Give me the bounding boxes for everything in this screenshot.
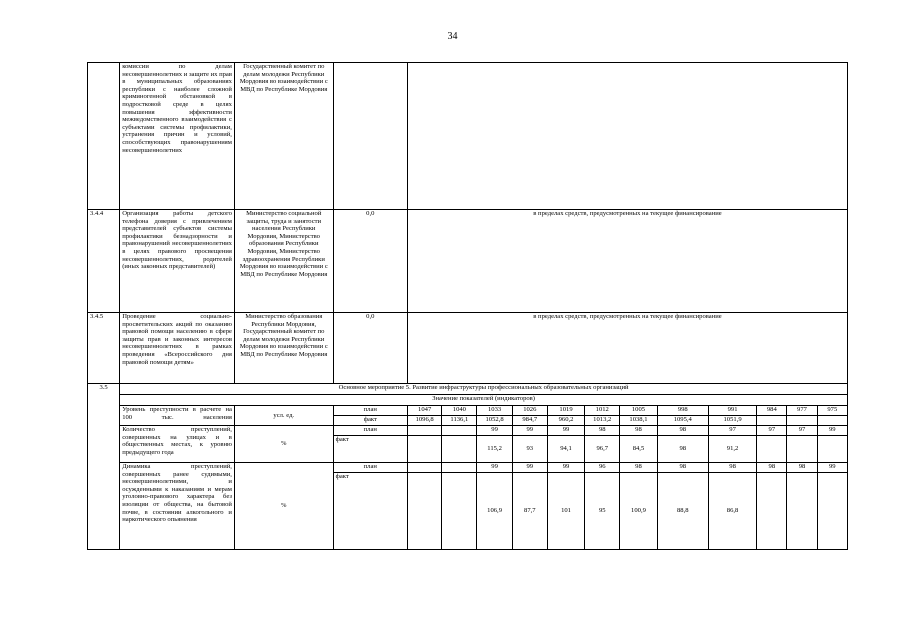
fact-value: 84,5 [620, 436, 657, 463]
plan-value: 99 [512, 463, 547, 473]
plan-value: 98 [620, 463, 657, 473]
plan-value: 98 [787, 463, 817, 473]
section-title: Основное мероприятие 5. Развитие инфраструктуры профессиональных образовательных организаций [120, 384, 848, 395]
indicators-header: Значение показателей (индикаторов) [120, 395, 848, 406]
fact-value: 101 [547, 473, 584, 550]
financing-note [408, 63, 848, 210]
plan-value: 977 [787, 406, 817, 416]
plan-value: 998 [657, 406, 708, 416]
fact-value [757, 473, 787, 550]
plan-value: 984 [757, 406, 787, 416]
executor: Министерство образования Республики Мордовия, Государственный комитет по делам молодежи Республики Мордовия во взаимодействии с МВД по Республике Мордовия [234, 313, 333, 384]
fact-label: факт [333, 473, 407, 550]
fact-value [408, 473, 442, 550]
fact-value: 88,8 [657, 473, 708, 550]
fact-value [787, 416, 817, 426]
plan-value: 99 [817, 426, 847, 436]
measure-description: комиссии по делам несовершеннолетних и защите их прав в муниципальных образованиях республики с наиболее сложной криминогенной обстановкой в подростковой среде в целях повышения эффективности межведомственного взаимодействия с субъектами системы профилактики, устранения причин и условий, способствующих правонарушениям несовершеннолетних [120, 63, 235, 210]
indicator-plan-row [88, 463, 848, 473]
fact-label: факт [333, 416, 407, 426]
fact-value: 106,9 [477, 473, 512, 550]
fact-label: факт [333, 436, 407, 463]
plan-value: 1033 [477, 406, 512, 416]
plan-value: 99 [477, 426, 512, 436]
plan-value: 99 [547, 463, 584, 473]
plan-value: 99 [547, 426, 584, 436]
plan-value: 99 [512, 426, 547, 436]
plan-value [408, 463, 442, 473]
plan-value [408, 426, 442, 436]
indicator-unit: % [234, 463, 333, 550]
executor: Государственный комитет по делам молодежи Республики Мордовия во взаимодействии с МВД по Республике Мордовия [234, 63, 333, 210]
section-row [88, 384, 848, 395]
fact-value: 1038,1 [620, 416, 657, 426]
amount: 0,0 [333, 210, 407, 313]
fact-value: 1051,9 [708, 416, 756, 426]
plan-value: 98 [620, 426, 657, 436]
fact-value: 86,8 [708, 473, 756, 550]
program-table [87, 62, 848, 550]
plan-label: план [333, 426, 407, 436]
plan-label: план [333, 463, 407, 473]
fact-value [757, 436, 787, 463]
plan-value [442, 463, 477, 473]
table-row [88, 313, 848, 384]
plan-value: 1005 [620, 406, 657, 416]
fact-value: 98 [657, 436, 708, 463]
plan-value: 97 [757, 426, 787, 436]
plan-value [442, 426, 477, 436]
plan-value: 98 [757, 463, 787, 473]
fact-value: 95 [585, 473, 620, 550]
fact-value: 1096,8 [408, 416, 442, 426]
plan-value: 1047 [408, 406, 442, 416]
section-number: 3.5 [88, 384, 120, 550]
fact-value: 94,1 [547, 436, 584, 463]
fact-value [757, 416, 787, 426]
indicator-unit: усл. ед. [234, 406, 333, 426]
plan-value: 1012 [585, 406, 620, 416]
fact-value: 96,7 [585, 436, 620, 463]
fact-value: 91,2 [708, 436, 756, 463]
amount: 0,0 [333, 313, 407, 384]
plan-value: 97 [708, 426, 756, 436]
indicators-header-row [88, 395, 848, 406]
table-row [88, 210, 848, 313]
plan-value: 975 [817, 406, 847, 416]
fact-value: 1013,2 [585, 416, 620, 426]
plan-value: 98 [657, 463, 708, 473]
plan-value: 98 [585, 426, 620, 436]
fact-value: 93 [512, 436, 547, 463]
indicator-name: Динамика преступлений, совершенных ранее судимыми, несовершеннолетними, и осужденными к наказаниям и мерам уголовно-правового характера без изоляции от общества, на бытовой почве, в состоянии алкогольного и наркотического опьянения [120, 463, 235, 550]
fact-value: 115,2 [477, 436, 512, 463]
fact-value: 100,9 [620, 473, 657, 550]
fact-value: 1095,4 [657, 416, 708, 426]
row-number: 3.4.5 [88, 313, 120, 384]
plan-value: 991 [708, 406, 756, 416]
fact-value: 87,7 [512, 473, 547, 550]
plan-value: 1040 [442, 406, 477, 416]
fact-value: 1052,8 [477, 416, 512, 426]
plan-value: 99 [817, 463, 847, 473]
indicator-unit: % [234, 426, 333, 463]
row-number: 3.4.4 [88, 210, 120, 313]
financing-note: в пределах средств, предусмотренных на текущее финансирование [408, 313, 848, 384]
plan-value: 97 [787, 426, 817, 436]
measure-description: Проведение социально-просветительских акций по оказанию правовой помощи населению в сфере защиты прав и законных интересов несовершеннолетних в рамках проведения «Всероссийского дня правовой помощи детям» [120, 313, 235, 384]
plan-value: 98 [708, 463, 756, 473]
indicator-name: Уровень преступности в расчете на 100 тыс. населения [120, 406, 235, 426]
indicator-plan-row [88, 426, 848, 436]
executor: Министерство социальной защиты, труда и занятости населения Республики Мордовия, Министерство образования Республики Мордовия, Министерство здравоохранения Республики Мордовия во взаимодействии с МВД по Республике Мордовия [234, 210, 333, 313]
plan-value: 96 [585, 463, 620, 473]
plan-label: план [333, 406, 407, 416]
plan-value: 1026 [512, 406, 547, 416]
table-row [88, 63, 848, 210]
fact-value: 984,7 [512, 416, 547, 426]
fact-value: 960,2 [547, 416, 584, 426]
measure-description: Организация работы детского телефона доверия с привлечением представителей субъектов системы профилактики безнадзорности и правонарушений несовершеннолетних в целях правового просвещения несовершеннолетних, родителей (иных законных представителей) [120, 210, 235, 313]
fact-value [817, 436, 847, 463]
fact-value [787, 436, 817, 463]
amount [333, 63, 407, 210]
page-number: 34 [447, 31, 458, 42]
fact-value [408, 436, 442, 463]
plan-value: 98 [657, 426, 708, 436]
fact-value [442, 473, 477, 550]
fact-value [817, 473, 847, 550]
fact-value [787, 473, 817, 550]
indicator-name: Количество преступлений, совершенных на улицах и в общественных местах, к уровню предыдущего года [120, 426, 235, 463]
plan-value: 1019 [547, 406, 584, 416]
fact-value [817, 416, 847, 426]
financing-note: в пределах средств, предусмотренных на текущее финансирование [408, 210, 848, 313]
fact-value [442, 436, 477, 463]
fact-value: 1136,1 [442, 416, 477, 426]
indicator-plan-row [88, 406, 848, 416]
plan-value: 99 [477, 463, 512, 473]
row-number [88, 63, 120, 210]
